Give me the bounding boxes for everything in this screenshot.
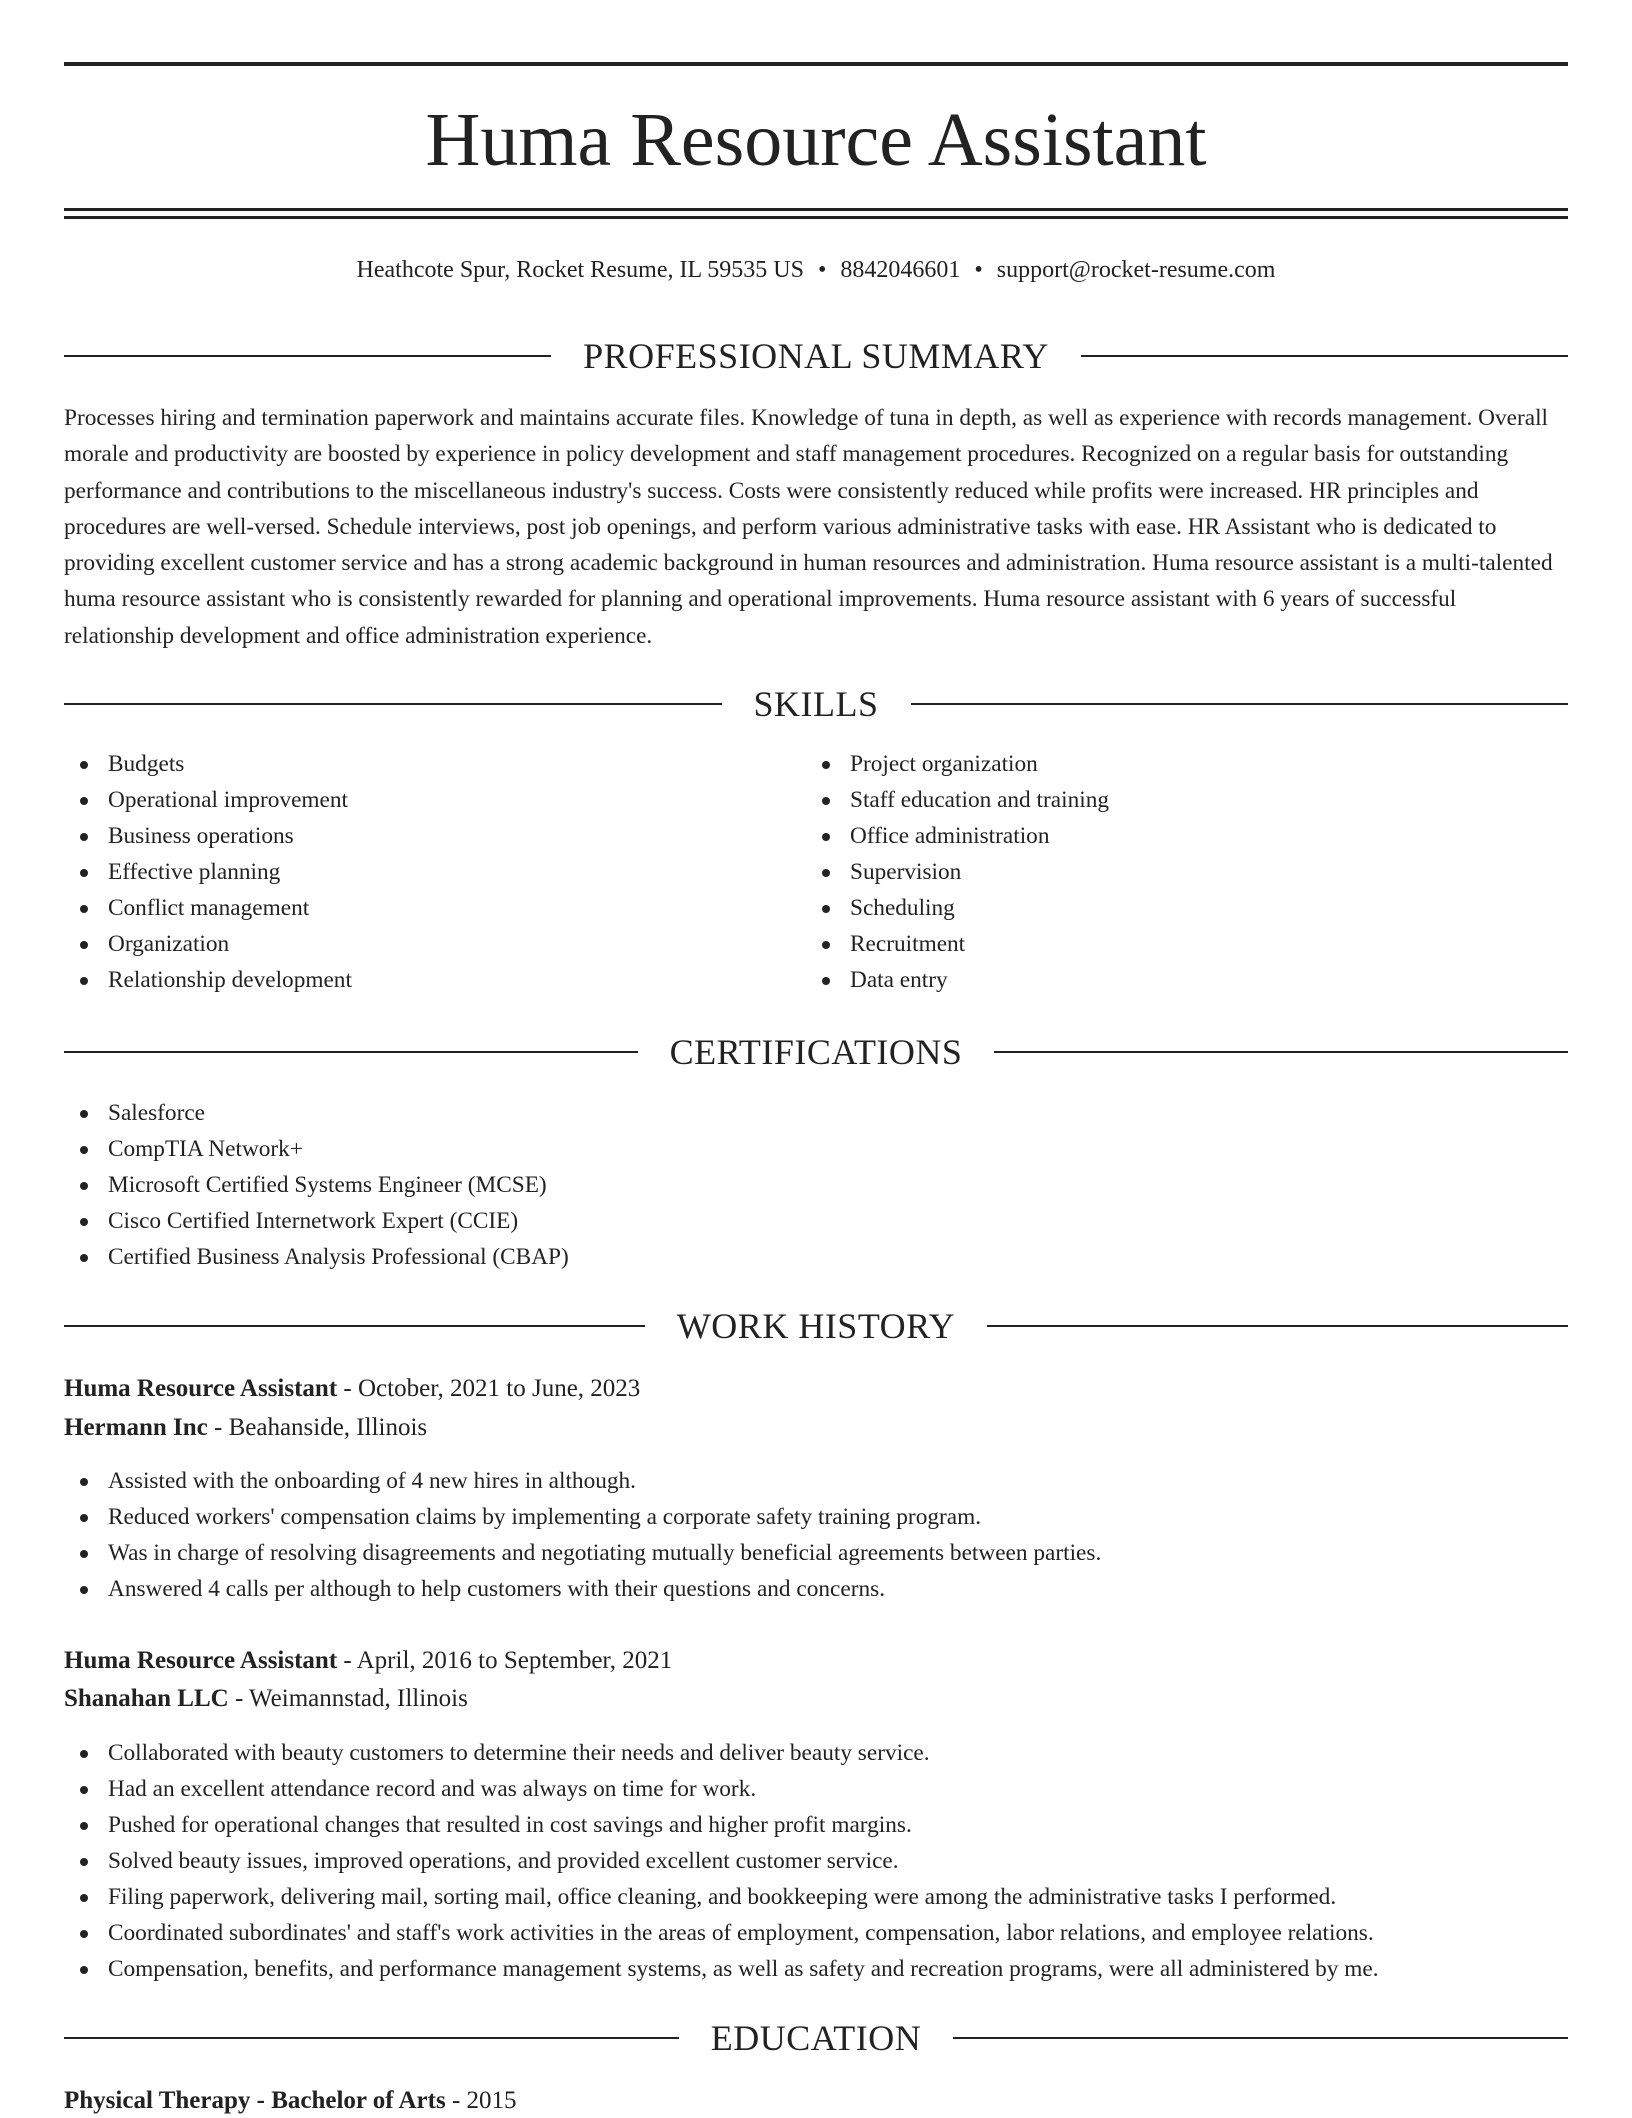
- job-title-line: [64, 1372, 1568, 1406]
- divider-line: [953, 2037, 1568, 2039]
- top-rule: [64, 62, 1568, 66]
- resume-name: Huma Resource Assistant: [425, 98, 1207, 182]
- education-year: - 2015: [445, 2087, 517, 2114]
- skill-item: Effective planning: [64, 854, 804, 890]
- job-bullet: Answered 4 calls per although to help customers with their questions and concerns.: [64, 1571, 1568, 1607]
- job-bullet: Reduced workers' compensation claims by implementing a corporate safety training program.: [64, 1499, 1568, 1535]
- skill-item: Recruitment: [806, 926, 1546, 962]
- skill-item: Office administration: [806, 818, 1546, 854]
- header-rule-lower: [64, 216, 1568, 219]
- certification-item: Salesforce: [64, 1095, 1568, 1131]
- job-bullet: Pushed for operational changes that resulted in cost savings and higher profit margins.: [64, 1807, 1568, 1843]
- job-bullets: [64, 1735, 1568, 1987]
- section-heading-work-history: [64, 1304, 1568, 1348]
- skill-item: Budgets: [64, 746, 804, 782]
- skill-item: Relationship development: [64, 962, 804, 998]
- section-title: CERTIFICATIONS: [669, 1032, 963, 1072]
- job-location: - Beahanside, Illinois: [207, 1414, 428, 1441]
- job-title: Huma Resource Assistant: [64, 1375, 338, 1402]
- job-bullet: Collaborated with beauty customers to determine their needs and deliver beauty service.: [64, 1735, 1568, 1771]
- certifications-list: [64, 1095, 1568, 1275]
- contact-line: [64, 254, 1568, 286]
- certification-item: CompTIA Network+: [64, 1131, 1568, 1167]
- skills-list-right: [806, 746, 1546, 998]
- skill-item: Business operations: [64, 818, 804, 854]
- job-bullet: Was in charge of resolving disagreements and negotiating mutually beneficial agreements between parties.: [64, 1535, 1568, 1571]
- skill-item: Project organization: [806, 746, 1546, 782]
- skills-list-left: [64, 746, 804, 998]
- section-title: SKILLS: [753, 684, 879, 724]
- section-heading-certifications: [64, 1030, 1568, 1074]
- certification-item: Cisco Certified Internetwork Expert (CCIE): [64, 1203, 1568, 1239]
- certification-item: Certified Business Analysis Professional (CBAP): [64, 1239, 1568, 1275]
- section-heading-education: [64, 2016, 1568, 2060]
- job-title-line: [64, 1644, 1568, 1678]
- contact-separator: •: [817, 257, 827, 283]
- job-dates: - April, 2016 to September, 2021: [337, 1647, 673, 1674]
- job-bullet: Compensation, benefits, and performance management systems, as well as safety and recreation programs, were all administered by me.: [64, 1951, 1568, 1987]
- skill-item: Scheduling: [806, 890, 1546, 926]
- skill-item: Organization: [64, 926, 804, 962]
- skill-item: Supervision: [806, 854, 1546, 890]
- job-bullet: Solved beauty issues, improved operations, and provided excellent customer service.: [64, 1843, 1568, 1879]
- job-bullet: Coordinated subordinates' and staff's work activities in the areas of employment, compensation, labor relations, and employee relations.: [64, 1915, 1568, 1951]
- skill-item: Operational improvement: [64, 782, 804, 818]
- divider-line: [987, 1325, 1568, 1327]
- skill-item: Data entry: [806, 962, 1546, 998]
- job-location: - Weimannstad, Illinois: [228, 1685, 468, 1712]
- divider-line: [64, 1051, 638, 1053]
- job-company-line: [64, 1682, 1568, 1716]
- job-bullet: Assisted with the onboarding of 4 new hires in although.: [64, 1463, 1568, 1499]
- job-bullet: Filing paperwork, delivering mail, sorting mail, office cleaning, and bookkeeping were among the administrative tasks I performed.: [64, 1879, 1568, 1915]
- summary-text: Processes hiring and termination paperwork and maintains accurate files. Knowledge of tuna in depth, as well as experience with records management. Overall morale and productivity are boosted by experience in policy development and staff management procedures. Recognized on a regular basis for outstanding performance and contributions to the miscellaneous industry's success. Costs were consistently reduced while profits were increased. HR principles and procedures are well-versed. Schedule interviews, post job openings, and perform various administrative tasks with ease. HR Assistant who is dedicated to providing excellent customer service and has a strong academic background in human resources and administration. Huma resource assistant is a multi-talented huma resource assistant who is consistently rewarded for planning and operational improvements. Huma resource assistant with 6 years of successful relationship development and office administration experience.: [64, 405, 1553, 649]
- job-company: Shanahan LLC: [64, 1685, 229, 1712]
- job-title: Huma Resource Assistant: [64, 1647, 338, 1674]
- skill-item: Conflict management: [64, 890, 804, 926]
- section-title: PROFESSIONAL SUMMARY: [583, 336, 1049, 376]
- education-line: [64, 2084, 1568, 2118]
- job-company-line: [64, 1411, 1568, 1445]
- divider-line: [64, 1325, 645, 1327]
- divider-line: [994, 1051, 1568, 1053]
- section-title: EDUCATION: [710, 2018, 922, 2058]
- divider-line: [64, 703, 722, 705]
- divider-line: [64, 355, 551, 357]
- section-heading-skills: [64, 682, 1568, 726]
- certification-item: Microsoft Certified Systems Engineer (MCSE): [64, 1167, 1568, 1203]
- job-bullet: Had an excellent attendance record and was always on time for work.: [64, 1771, 1568, 1807]
- divider-line: [911, 703, 1569, 705]
- job-dates: - October, 2021 to June, 2023: [337, 1375, 641, 1402]
- job-company: Hermann Inc: [64, 1414, 208, 1441]
- contact-address: Heathcote Spur, Rocket Resume, IL 59535 US: [356, 257, 804, 283]
- contact-phone: 8842046601: [840, 257, 961, 283]
- job-bullets: [64, 1463, 1568, 1607]
- education-degree: Physical Therapy - Bachelor of Arts: [64, 2087, 446, 2114]
- header-rule-upper: [64, 208, 1568, 211]
- section-title: WORK HISTORY: [676, 1306, 956, 1346]
- divider-line: [1081, 355, 1568, 357]
- contact-email: support@rocket-resume.com: [996, 257, 1276, 283]
- divider-line: [64, 2037, 679, 2039]
- skill-item: Staff education and training: [806, 782, 1546, 818]
- section-heading-summary: [64, 334, 1568, 378]
- contact-separator: •: [974, 257, 983, 283]
